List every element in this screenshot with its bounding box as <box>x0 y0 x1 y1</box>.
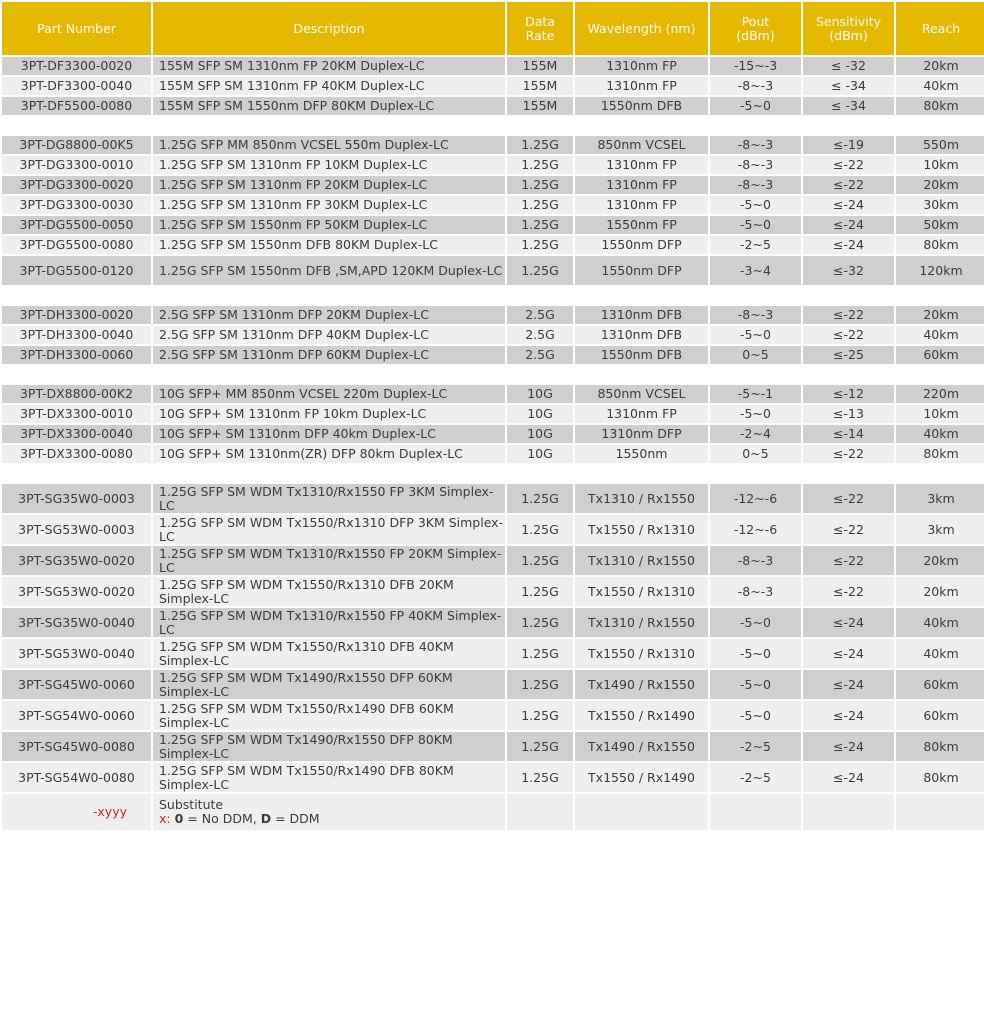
spacer-cell <box>575 117 708 134</box>
part-number-cell: 3PT-DG5500-0080 <box>2 236 151 254</box>
header-description: Description <box>153 2 505 55</box>
wavelength-cell: 1310nm FP <box>575 156 708 174</box>
spacer-cell <box>153 287 505 304</box>
wavelength-cell: Tx1310 / Rx1550 <box>575 546 708 575</box>
wavelength-cell: 850nm VCSEL <box>575 385 708 403</box>
spacer-cell <box>2 117 151 134</box>
footer-row <box>2 794 984 830</box>
pout-cell: -3~4 <box>710 256 801 285</box>
description-cell: 2.5G SFP SM 1310nm DFP 60KM Duplex-LC <box>153 346 505 364</box>
description-cell: 1.25G SFP SM 1550nm DFB 80KM Duplex-LC <box>153 236 505 254</box>
pout-cell: -8~-3 <box>710 306 801 324</box>
reach-cell: 60km <box>896 701 984 730</box>
part-number-cell: 3PT-SG45W0-0080 <box>2 732 151 761</box>
table-row <box>2 236 984 254</box>
wavelength-cell: 1310nm FP <box>575 77 708 95</box>
table-body <box>2 57 984 792</box>
pout-cell: -12~-6 <box>710 515 801 544</box>
data-rate-cell: 1.25G <box>507 176 573 194</box>
wavelength-cell: 1550nm DFB <box>575 346 708 364</box>
header-sensitivity <box>803 2 894 55</box>
spacer-cell <box>896 287 984 304</box>
sensitivity-cell: ≤-24 <box>803 608 894 637</box>
description-cell: 1.25G SFP SM WDM Tx1550/Rx1310 DFB 40KM Simplex-LC <box>153 639 505 668</box>
pout-cell: -8~-3 <box>710 136 801 154</box>
reach-cell: 20km <box>896 176 984 194</box>
table-row <box>2 176 984 194</box>
header-sensitivity-line2: (dBm) <box>829 27 868 43</box>
data-rate-cell: 10G <box>507 405 573 423</box>
spacer-cell <box>507 287 573 304</box>
table-row <box>2 608 984 637</box>
part-number-cell: 3PT-DH3300-0020 <box>2 306 151 324</box>
part-number-cell: 3PT-DF3300-0040 <box>2 77 151 95</box>
part-number-cell: 3PT-DX3300-0040 <box>2 425 151 443</box>
description-cell: 10G SFP+ SM 1310nm DFP 40km Duplex-LC <box>153 425 505 443</box>
part-number-cell: 3PT-SG54W0-0080 <box>2 763 151 792</box>
table-row <box>2 732 984 761</box>
table-row <box>2 57 984 75</box>
description-cell: 155M SFP SM 1310nm FP 40KM Duplex-LC <box>153 77 505 95</box>
footer-empty-cell <box>710 794 801 830</box>
wavelength-cell: 1550nm FP <box>575 216 708 234</box>
table-row <box>2 763 984 792</box>
description-cell: 1.25G SFP SM 1550nm FP 50KM Duplex-LC <box>153 216 505 234</box>
spacer-cell <box>710 287 801 304</box>
header-pout <box>710 2 801 55</box>
description-cell: 1.25G SFP SM WDM Tx1490/Rx1550 DFP 80KM Simplex-LC <box>153 732 505 761</box>
footer-ddm: = DDM <box>275 811 320 826</box>
wavelength-cell: 1310nm FP <box>575 196 708 214</box>
part-number-cell: 3PT-DG3300-0010 <box>2 156 151 174</box>
part-number-cell: 3PT-SG45W0-0060 <box>2 670 151 699</box>
footer-code: -xyyy <box>2 794 151 830</box>
part-number-cell: 3PT-DX3300-0080 <box>2 445 151 463</box>
pout-cell: -8~-3 <box>710 77 801 95</box>
reach-cell: 20km <box>896 57 984 75</box>
spacer-cell <box>710 117 801 134</box>
part-number-cell: 3PT-SG53W0-0020 <box>2 577 151 606</box>
table-row <box>2 701 984 730</box>
spacer-cell <box>896 465 984 482</box>
pout-cell: -5~0 <box>710 405 801 423</box>
reach-cell: 3km <box>896 515 984 544</box>
pout-cell: -5~0 <box>710 216 801 234</box>
reach-cell: 80km <box>896 763 984 792</box>
wavelength-cell: Tx1310 / Rx1550 <box>575 484 708 513</box>
sensitivity-cell: ≤-13 <box>803 405 894 423</box>
part-number-cell: 3PT-DG8800-00K5 <box>2 136 151 154</box>
wavelength-cell: Tx1550 / Rx1310 <box>575 515 708 544</box>
reach-cell: 30km <box>896 196 984 214</box>
group-spacer <box>2 366 984 383</box>
wavelength-cell: Tx1550 / Rx1490 <box>575 701 708 730</box>
data-rate-cell: 155M <box>507 97 573 115</box>
spacer-cell <box>507 366 573 383</box>
part-number-cell: 3PT-DX8800-00K2 <box>2 385 151 403</box>
reach-cell: 3km <box>896 484 984 513</box>
sensitivity-cell: ≤ -34 <box>803 77 894 95</box>
reach-cell: 40km <box>896 77 984 95</box>
data-rate-cell: 2.5G <box>507 326 573 344</box>
table-row <box>2 216 984 234</box>
table-row <box>2 425 984 443</box>
data-rate-cell: 2.5G <box>507 306 573 324</box>
table-row <box>2 77 984 95</box>
sensitivity-cell: ≤-22 <box>803 306 894 324</box>
reach-cell: 10km <box>896 156 984 174</box>
sensitivity-cell: ≤-22 <box>803 515 894 544</box>
table-row <box>2 256 984 285</box>
spacer-cell <box>803 366 894 383</box>
sensitivity-cell: ≤-24 <box>803 670 894 699</box>
data-rate-cell: 1.25G <box>507 136 573 154</box>
spacer-cell <box>2 465 151 482</box>
description-cell: 1.25G SFP SM WDM Tx1310/Rx1550 FP 40KM Simplex-LC <box>153 608 505 637</box>
spacer-cell <box>896 366 984 383</box>
part-number-cell: 3PT-SG35W0-0003 <box>2 484 151 513</box>
reach-cell: 120km <box>896 256 984 285</box>
wavelength-cell: Tx1550 / Rx1310 <box>575 577 708 606</box>
pout-cell: -5~0 <box>710 196 801 214</box>
data-rate-cell: 1.25G <box>507 546 573 575</box>
footer-note <box>153 794 505 830</box>
reach-cell: 550m <box>896 136 984 154</box>
table-row <box>2 577 984 606</box>
wavelength-cell: 1310nm DFB <box>575 306 708 324</box>
table-row <box>2 346 984 364</box>
spacer-cell <box>153 117 505 134</box>
pout-cell: -2~5 <box>710 732 801 761</box>
spacer-cell <box>153 465 505 482</box>
part-number-cell: 3PT-SG53W0-0040 <box>2 639 151 668</box>
wavelength-cell: Tx1310 / Rx1550 <box>575 608 708 637</box>
wavelength-cell: 1550nm DFB <box>575 97 708 115</box>
footer-d: D <box>260 811 272 826</box>
group-spacer <box>2 465 984 482</box>
data-rate-cell: 1.25G <box>507 256 573 285</box>
reach-cell: 60km <box>896 670 984 699</box>
spacer-cell <box>575 366 708 383</box>
part-number-cell: 3PT-DG3300-0020 <box>2 176 151 194</box>
reach-cell: 80km <box>896 445 984 463</box>
header-wavelength: Wavelength (nm) <box>575 2 708 55</box>
footer-empty-cell <box>507 794 573 830</box>
spacer-cell <box>710 465 801 482</box>
description-cell: 1.25G SFP SM 1550nm DFB ,SM,APD 120KM Duplex-LC <box>153 256 505 285</box>
footer-empty-cell <box>896 794 984 830</box>
wavelength-cell: 1310nm FP <box>575 57 708 75</box>
pout-cell: -8~-3 <box>710 546 801 575</box>
data-rate-cell: 10G <box>507 385 573 403</box>
reach-cell: 80km <box>896 236 984 254</box>
reach-cell: 80km <box>896 732 984 761</box>
description-cell: 1.25G SFP SM 1310nm FP 30KM Duplex-LC <box>153 196 505 214</box>
wavelength-cell: Tx1550 / Rx1490 <box>575 763 708 792</box>
wavelength-cell: 1310nm FP <box>575 176 708 194</box>
sensitivity-cell: ≤-22 <box>803 156 894 174</box>
sensitivity-cell: ≤-24 <box>803 236 894 254</box>
pout-cell: -5~-1 <box>710 385 801 403</box>
footer-no-ddm: = No DDM, <box>187 811 257 826</box>
part-number-cell: 3PT-DG3300-0030 <box>2 196 151 214</box>
group-spacer <box>2 287 984 304</box>
spacer-cell <box>803 465 894 482</box>
pout-cell: -5~0 <box>710 97 801 115</box>
description-cell: 1.25G SFP SM WDM Tx1550/Rx1310 DFB 20KM Simplex-LC <box>153 577 505 606</box>
sensitivity-cell: ≤-14 <box>803 425 894 443</box>
reach-cell: 40km <box>896 608 984 637</box>
sensitivity-cell: ≤-22 <box>803 445 894 463</box>
spacer-cell <box>507 117 573 134</box>
table-row <box>2 385 984 403</box>
sensitivity-cell: ≤-24 <box>803 639 894 668</box>
spacer-cell <box>153 366 505 383</box>
part-number-cell: 3PT-DH3300-0060 <box>2 346 151 364</box>
sensitivity-cell: ≤-22 <box>803 176 894 194</box>
reach-cell: 40km <box>896 639 984 668</box>
description-cell: 1.25G SFP SM WDM Tx1550/Rx1490 DFB 80KM Simplex-LC <box>153 763 505 792</box>
reach-cell: 10km <box>896 405 984 423</box>
data-rate-cell: 10G <box>507 425 573 443</box>
pout-cell: -2~4 <box>710 425 801 443</box>
table-row <box>2 326 984 344</box>
data-rate-cell: 155M <box>507 77 573 95</box>
description-cell: 1.25G SFP SM WDM Tx1490/Rx1550 DFP 60KM Simplex-LC <box>153 670 505 699</box>
footer-ddm-legend <box>159 812 505 826</box>
table-row <box>2 156 984 174</box>
spacer-cell <box>803 287 894 304</box>
wavelength-cell: 1310nm DFB <box>575 326 708 344</box>
pout-cell: -8~-3 <box>710 156 801 174</box>
wavelength-cell: Tx1490 / Rx1550 <box>575 670 708 699</box>
sensitivity-cell: ≤ -32 <box>803 57 894 75</box>
sensitivity-cell: ≤-24 <box>803 216 894 234</box>
description-cell: 1.25G SFP SM 1310nm FP 20KM Duplex-LC <box>153 176 505 194</box>
table-row <box>2 97 984 115</box>
data-rate-cell: 1.25G <box>507 156 573 174</box>
data-rate-cell: 1.25G <box>507 732 573 761</box>
part-number-cell: 3PT-SG53W0-0003 <box>2 515 151 544</box>
reach-cell: 20km <box>896 577 984 606</box>
table-row <box>2 306 984 324</box>
spacer-cell <box>710 366 801 383</box>
reach-cell: 20km <box>896 306 984 324</box>
description-cell: 2.5G SFP SM 1310nm DFP 40KM Duplex-LC <box>153 326 505 344</box>
description-cell: 10G SFP+ SM 1310nm FP 10km Duplex-LC <box>153 405 505 423</box>
header-pout-line2: (dBm) <box>736 27 775 43</box>
reach-cell: 20km <box>896 546 984 575</box>
description-cell: 1.25G SFP SM WDM Tx1550/Rx1310 DFP 3KM Simplex-LC <box>153 515 505 544</box>
sensitivity-cell: ≤-24 <box>803 196 894 214</box>
reach-cell: 50km <box>896 216 984 234</box>
wavelength-cell: 850nm VCSEL <box>575 136 708 154</box>
part-number-cell: 3PT-DG5500-0120 <box>2 256 151 285</box>
footer-empty-cell <box>803 794 894 830</box>
description-cell: 1.25G SFP MM 850nm VCSEL 550m Duplex-LC <box>153 136 505 154</box>
wavelength-cell: 1310nm FP <box>575 405 708 423</box>
sensitivity-cell: ≤-22 <box>803 326 894 344</box>
header-data-rate-line2: Rate <box>525 27 555 43</box>
data-rate-cell: 155M <box>507 57 573 75</box>
data-rate-cell: 10G <box>507 445 573 463</box>
wavelength-cell: 1310nm DFP <box>575 425 708 443</box>
part-number-cell: 3PT-SG35W0-0040 <box>2 608 151 637</box>
part-number-cell: 3PT-DX3300-0010 <box>2 405 151 423</box>
pout-cell: -5~0 <box>710 701 801 730</box>
data-rate-cell: 1.25G <box>507 196 573 214</box>
part-number-cell: 3PT-SG54W0-0060 <box>2 701 151 730</box>
data-rate-cell: 1.25G <box>507 515 573 544</box>
pout-cell: 0~5 <box>710 346 801 364</box>
spacer-cell <box>896 117 984 134</box>
sensitivity-cell: ≤-24 <box>803 763 894 792</box>
part-number-cell: 3PT-DG5500-0050 <box>2 216 151 234</box>
table-row <box>2 515 984 544</box>
header-row <box>2 2 984 55</box>
spacer-cell <box>2 287 151 304</box>
data-rate-cell: 1.25G <box>507 484 573 513</box>
wavelength-cell: 1550nm <box>575 445 708 463</box>
header-pout-line1: Pout <box>741 13 770 29</box>
footer-zero: 0 <box>174 811 184 826</box>
sensitivity-cell: ≤-22 <box>803 577 894 606</box>
spacer-cell <box>575 287 708 304</box>
description-cell: 1.25G SFP SM 1310nm FP 10KM Duplex-LC <box>153 156 505 174</box>
sensitivity-cell: ≤-24 <box>803 732 894 761</box>
data-rate-cell: 2.5G <box>507 346 573 364</box>
header-reach: Reach <box>896 2 984 55</box>
data-rate-cell: 1.25G <box>507 608 573 637</box>
table-row <box>2 639 984 668</box>
sensitivity-cell: ≤-32 <box>803 256 894 285</box>
wavelength-cell: Tx1490 / Rx1550 <box>575 732 708 761</box>
spacer-cell <box>803 117 894 134</box>
data-rate-cell: 1.25G <box>507 701 573 730</box>
header-sensitivity-line1: Sensitivity <box>815 13 882 29</box>
data-rate-cell: 1.25G <box>507 216 573 234</box>
description-cell: 155M SFP SM 1310nm FP 20KM Duplex-LC <box>153 57 505 75</box>
spacer-cell <box>507 465 573 482</box>
sensitivity-cell: ≤-25 <box>803 346 894 364</box>
part-number-cell: 3PT-DH3300-0040 <box>2 326 151 344</box>
part-number-cell: 3PT-DF5500-0080 <box>2 97 151 115</box>
table-row <box>2 546 984 575</box>
part-number-cell: 3PT-DF3300-0020 <box>2 57 151 75</box>
wavelength-cell: 1550nm DFP <box>575 256 708 285</box>
description-cell: 155M SFP SM 1550nm DFP 80KM Duplex-LC <box>153 97 505 115</box>
pout-cell: -5~0 <box>710 326 801 344</box>
pout-cell: -5~0 <box>710 608 801 637</box>
pout-cell: -12~-6 <box>710 484 801 513</box>
description-cell: 2.5G SFP SM 1310nm DFP 20KM Duplex-LC <box>153 306 505 324</box>
description-cell: 1.25G SFP SM WDM Tx1310/Rx1550 FP 3KM Simplex-LC <box>153 484 505 513</box>
reach-cell: 220m <box>896 385 984 403</box>
pout-cell: -8~-3 <box>710 577 801 606</box>
table-row <box>2 405 984 423</box>
data-rate-cell: 1.25G <box>507 670 573 699</box>
wavelength-cell: 1550nm DFP <box>575 236 708 254</box>
sensitivity-cell: ≤ -34 <box>803 97 894 115</box>
pout-cell: -2~5 <box>710 763 801 792</box>
table-row <box>2 445 984 463</box>
data-rate-cell: 1.25G <box>507 639 573 668</box>
table-row <box>2 136 984 154</box>
wavelength-cell: Tx1550 / Rx1310 <box>575 639 708 668</box>
table-row <box>2 670 984 699</box>
header-part-number: Part Number <box>2 2 151 55</box>
reach-cell: 60km <box>896 346 984 364</box>
sensitivity-cell: ≤-22 <box>803 546 894 575</box>
table-row <box>2 484 984 513</box>
reach-cell: 40km <box>896 425 984 443</box>
sensitivity-cell: ≤-24 <box>803 701 894 730</box>
pout-cell: -2~5 <box>710 236 801 254</box>
footer-empty-cell <box>575 794 708 830</box>
sensitivity-cell: ≤-19 <box>803 136 894 154</box>
data-rate-cell: 1.25G <box>507 236 573 254</box>
footer-x-label: x: <box>159 811 171 826</box>
pout-cell: -5~0 <box>710 639 801 668</box>
sensitivity-cell: ≤-22 <box>803 484 894 513</box>
description-cell: 1.25G SFP SM WDM Tx1550/Rx1490 DFB 60KM Simplex-LC <box>153 701 505 730</box>
sensitivity-cell: ≤-12 <box>803 385 894 403</box>
description-cell: 10G SFP+ MM 850nm VCSEL 220m Duplex-LC <box>153 385 505 403</box>
pout-cell: 0~5 <box>710 445 801 463</box>
header-data-rate <box>507 2 573 55</box>
group-spacer <box>2 117 984 134</box>
description-cell: 1.25G SFP SM WDM Tx1310/Rx1550 FP 20KM Simplex-LC <box>153 546 505 575</box>
spacer-cell <box>2 366 151 383</box>
reach-cell: 80km <box>896 97 984 115</box>
reach-cell: 40km <box>896 326 984 344</box>
header-data-rate-line1: Data <box>525 13 555 29</box>
pout-cell: -15~-3 <box>710 57 801 75</box>
table-row <box>2 196 984 214</box>
data-rate-cell: 1.25G <box>507 577 573 606</box>
pout-cell: -8~-3 <box>710 176 801 194</box>
spacer-cell <box>575 465 708 482</box>
pout-cell: -5~0 <box>710 670 801 699</box>
description-cell: 10G SFP+ SM 1310nm(ZR) DFP 80km Duplex-LC <box>153 445 505 463</box>
footer-substitute: Substitute <box>159 797 224 812</box>
data-rate-cell: 1.25G <box>507 763 573 792</box>
part-number-cell: 3PT-SG35W0-0020 <box>2 546 151 575</box>
